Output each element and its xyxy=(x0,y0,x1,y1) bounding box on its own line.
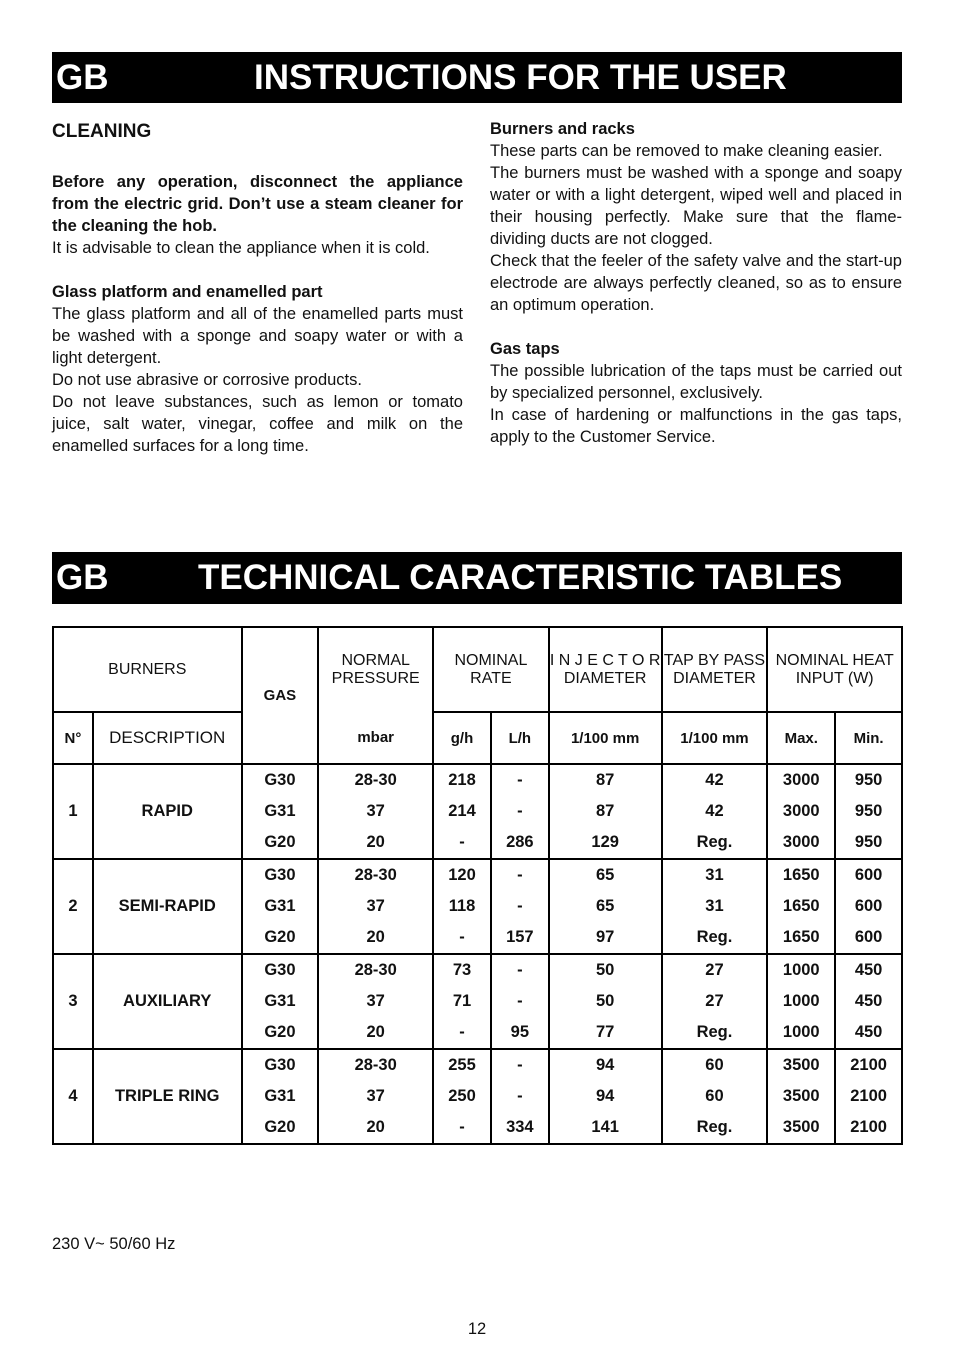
bypass-diameter: 27 xyxy=(662,954,768,986)
heat-max: 3000 xyxy=(767,827,835,859)
bypass-diameter: Reg. xyxy=(662,1112,768,1144)
rate-gh: 218 xyxy=(433,764,491,796)
glass-paragraph-3: Do not leave substances, such as lemon or tomato juice, salt water, vinegar, coffee and milk on the enamelled surfaces for a long time. xyxy=(52,393,463,455)
injector-diameter: 65 xyxy=(549,891,662,922)
bypass-diameter: 27 xyxy=(662,986,768,1017)
heat-max: 3500 xyxy=(767,1081,835,1112)
heat-max: 3000 xyxy=(767,796,835,827)
rate-gh: - xyxy=(433,1017,491,1049)
cleaning-heading: CLEANING xyxy=(52,121,152,142)
instructions-banner xyxy=(52,52,902,103)
table-row xyxy=(53,954,902,986)
injector-diameter: 87 xyxy=(549,796,662,827)
subheader-description: DESCRIPTION xyxy=(93,712,242,764)
rate-lh: - xyxy=(491,986,549,1017)
gas-type: G30 xyxy=(242,859,319,891)
subheader-max: Max. xyxy=(767,712,835,764)
heat-min: 600 xyxy=(835,859,902,891)
injector-diameter: 50 xyxy=(549,954,662,986)
rate-lh: - xyxy=(491,891,549,922)
rate-gh: 255 xyxy=(433,1049,491,1081)
heat-min: 600 xyxy=(835,922,902,954)
subheader-mbar: mbar xyxy=(318,712,433,764)
rate-lh: - xyxy=(491,1081,549,1112)
gas-taps-heading: Gas taps xyxy=(490,340,560,358)
injector-diameter: 77 xyxy=(549,1017,662,1049)
banner-title: INSTRUCTIONS FOR THE USER xyxy=(254,58,787,97)
cleaning-column-right xyxy=(490,118,902,448)
burner-description: TRIPLE RING xyxy=(93,1049,242,1144)
normal-pressure: 28-30 xyxy=(318,859,433,891)
burner-number: 1 xyxy=(53,764,93,859)
gas-type: G20 xyxy=(242,1017,319,1049)
table-row xyxy=(53,1049,902,1081)
burners-paragraph-2: The burners must be washed with a sponge and soapy water or with a light detergent, wiped well and placed in their housing perfectly. Make sure that the flame-dividing ducts are not clogged. xyxy=(490,164,902,248)
rate-lh: - xyxy=(491,796,549,827)
injector-diameter: 141 xyxy=(549,1112,662,1144)
normal-pressure: 20 xyxy=(318,827,433,859)
injector-diameter: 97 xyxy=(549,922,662,954)
normal-pressure: 37 xyxy=(318,796,433,827)
heat-min: 450 xyxy=(835,986,902,1017)
header-bypass-diameter: TAP BY PASS DIAMETER xyxy=(662,627,768,712)
subheader-injector-unit: 1/100 mm xyxy=(549,712,662,764)
burners-racks-heading: Burners and racks xyxy=(490,120,635,138)
glass-paragraph-2: Do not use abrasive or corrosive products. xyxy=(52,371,362,389)
glass-paragraph-1: The glass platform and all of the enamelled parts must be washed with a sponge and soapy water or with a light detergent. xyxy=(52,305,463,367)
cleaning-advice: It is advisable to clean the appliance when it is cold. xyxy=(52,239,430,257)
heat-min: 450 xyxy=(835,954,902,986)
table-body xyxy=(53,764,902,1144)
rate-gh: 120 xyxy=(433,859,491,891)
heat-min: 600 xyxy=(835,891,902,922)
heat-max: 1650 xyxy=(767,859,835,891)
normal-pressure: 20 xyxy=(318,1017,433,1049)
normal-pressure: 28-30 xyxy=(318,954,433,986)
glass-platform-heading: Glass platform and enamelled part xyxy=(52,283,323,301)
rate-lh: 95 xyxy=(491,1017,549,1049)
normal-pressure: 20 xyxy=(318,922,433,954)
injector-diameter: 94 xyxy=(549,1049,662,1081)
normal-pressure: 37 xyxy=(318,986,433,1017)
burner-number: 4 xyxy=(53,1049,93,1144)
gas-type: G31 xyxy=(242,891,319,922)
table-row xyxy=(53,859,902,891)
heat-min: 2100 xyxy=(835,1081,902,1112)
burner-description: SEMI-RAPID xyxy=(93,859,242,954)
voltage-note: 230 V~ 50/60 Hz xyxy=(52,1235,176,1253)
bypass-diameter: 42 xyxy=(662,764,768,796)
header-gas: GAS xyxy=(242,627,319,764)
heat-max: 1000 xyxy=(767,986,835,1017)
technical-table xyxy=(52,626,903,1145)
banner-language-code: GB xyxy=(56,558,109,597)
gas-type: G30 xyxy=(242,1049,319,1081)
normal-pressure: 20 xyxy=(318,1112,433,1144)
burners-paragraph-3: Check that the feeler of the safety valve and the start-up electrode are always perfectly cleaned, so as to ensure an optimum operation. xyxy=(490,252,902,314)
header-nominal-rate: NOMINAL RATE xyxy=(433,627,549,712)
safety-warning: Before any operation, disconnect the appliance from the electric grid. Don’t use a steam cleaner for the cleaning the hob. xyxy=(52,173,463,235)
injector-diameter: 129 xyxy=(549,827,662,859)
subheader-bypass-unit: 1/100 mm xyxy=(662,712,768,764)
bypass-diameter: Reg. xyxy=(662,1017,768,1049)
rate-gh: 73 xyxy=(433,954,491,986)
burner-number: 3 xyxy=(53,954,93,1049)
bypass-diameter: 31 xyxy=(662,859,768,891)
heat-min: 950 xyxy=(835,796,902,827)
rate-gh: - xyxy=(433,827,491,859)
heat-max: 1000 xyxy=(767,1017,835,1049)
rate-gh: 118 xyxy=(433,891,491,922)
heat-max: 3000 xyxy=(767,764,835,796)
rate-lh: 286 xyxy=(491,827,549,859)
rate-lh: 334 xyxy=(491,1112,549,1144)
burners-paragraph-1: These parts can be removed to make cleaning easier. xyxy=(490,142,883,160)
header-injector-diameter: I N J E C T O R DIAMETER xyxy=(549,627,662,712)
gas-type: G30 xyxy=(242,954,319,986)
rate-lh: 157 xyxy=(491,922,549,954)
heat-min: 2100 xyxy=(835,1049,902,1081)
gas-taps-paragraph-2: In case of hardening or malfunctions in the gas taps, apply to the Customer Service. xyxy=(490,406,902,446)
burner-description: AUXILIARY xyxy=(93,954,242,1049)
rate-gh: 71 xyxy=(433,986,491,1017)
technical-banner xyxy=(52,552,902,604)
rate-gh: - xyxy=(433,922,491,954)
bypass-diameter: Reg. xyxy=(662,922,768,954)
injector-diameter: 87 xyxy=(549,764,662,796)
burner-description: RAPID xyxy=(93,764,242,859)
injector-diameter: 65 xyxy=(549,859,662,891)
burner-number: 2 xyxy=(53,859,93,954)
banner-title: TECHNICAL CARACTERISTIC TABLES xyxy=(198,558,843,597)
heat-min: 950 xyxy=(835,764,902,796)
rate-lh: - xyxy=(491,954,549,986)
rate-lh: - xyxy=(491,764,549,796)
heat-min: 2100 xyxy=(835,1112,902,1144)
table-row xyxy=(53,764,902,796)
subheader-number: N° xyxy=(53,712,93,764)
bypass-diameter: 42 xyxy=(662,796,768,827)
rate-lh: - xyxy=(491,1049,549,1081)
heat-max: 1000 xyxy=(767,954,835,986)
header-burners: BURNERS xyxy=(53,627,242,712)
heat-min: 950 xyxy=(835,827,902,859)
normal-pressure: 28-30 xyxy=(318,764,433,796)
banner-language-code: GB xyxy=(56,58,109,97)
subheader-min: Min. xyxy=(835,712,902,764)
subheader-gh: g/h xyxy=(433,712,491,764)
injector-diameter: 94 xyxy=(549,1081,662,1112)
normal-pressure: 37 xyxy=(318,891,433,922)
heat-max: 1650 xyxy=(767,922,835,954)
bypass-diameter: 31 xyxy=(662,891,768,922)
gas-type: G20 xyxy=(242,1112,319,1144)
bypass-diameter: Reg. xyxy=(662,827,768,859)
bypass-diameter: 60 xyxy=(662,1081,768,1112)
gas-type: G31 xyxy=(242,1081,319,1112)
rate-gh: 250 xyxy=(433,1081,491,1112)
cleaning-column-left xyxy=(52,118,463,457)
gas-type: G31 xyxy=(242,986,319,1017)
rate-lh: - xyxy=(491,859,549,891)
page-number: 12 xyxy=(467,1320,487,1338)
header-normal-pressure: NORMAL PRESSURE xyxy=(318,627,433,712)
normal-pressure: 37 xyxy=(318,1081,433,1112)
gas-taps-paragraph-1: The possible lubrication of the taps must be carried out by specialized personnel, exclusively. xyxy=(490,362,902,402)
heat-max: 3500 xyxy=(767,1049,835,1081)
gas-type: G31 xyxy=(242,796,319,827)
rate-gh: 214 xyxy=(433,796,491,827)
heat-max: 3500 xyxy=(767,1112,835,1144)
heat-max: 1650 xyxy=(767,891,835,922)
heat-min: 450 xyxy=(835,1017,902,1049)
subheader-lh: L/h xyxy=(491,712,549,764)
bypass-diameter: 60 xyxy=(662,1049,768,1081)
gas-type: G20 xyxy=(242,922,319,954)
gas-type: G20 xyxy=(242,827,319,859)
normal-pressure: 28-30 xyxy=(318,1049,433,1081)
gas-type: G30 xyxy=(242,764,319,796)
rate-gh: - xyxy=(433,1112,491,1144)
injector-diameter: 50 xyxy=(549,986,662,1017)
header-nominal-heat-input: NOMINAL HEAT INPUT (W) xyxy=(767,627,902,712)
